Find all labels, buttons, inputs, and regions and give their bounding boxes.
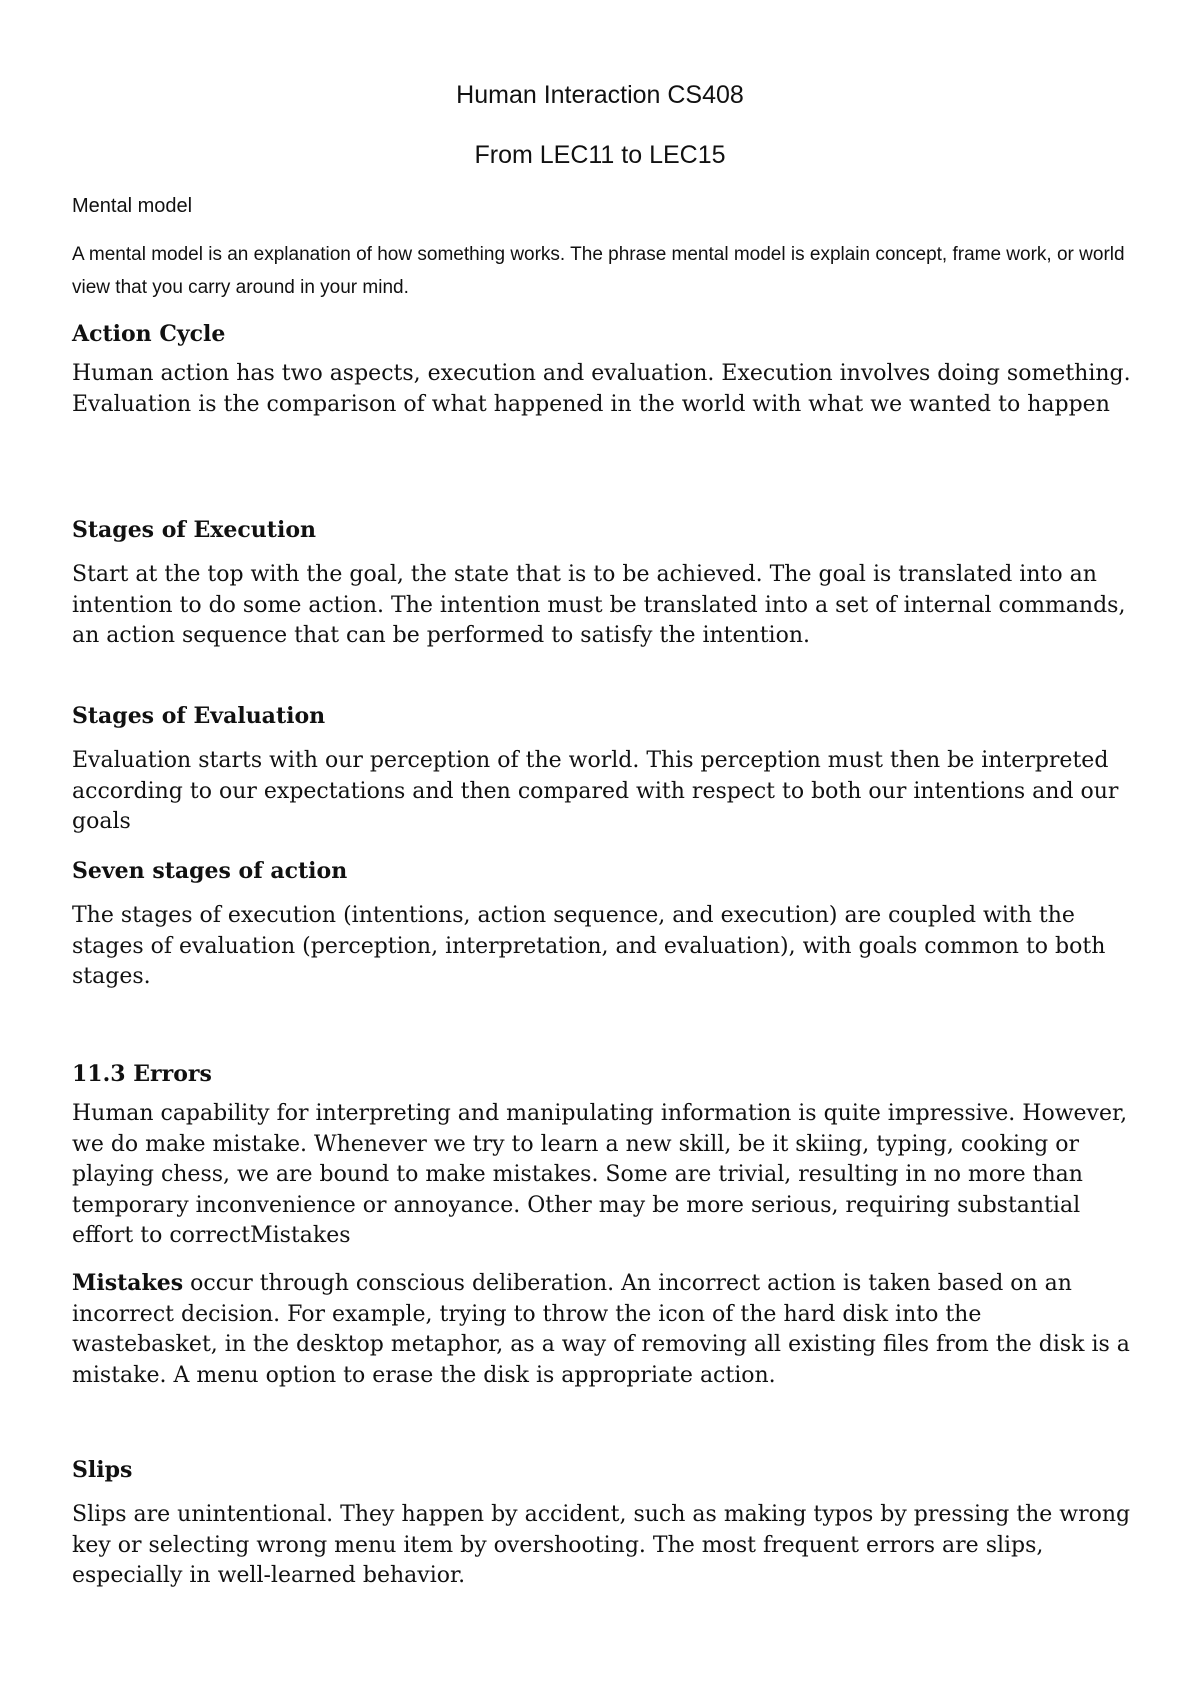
heading-seven-stages-of-action: Seven stages of action [72, 858, 348, 884]
mistakes-body-text: occur through conscious deliberation. An incorrect action is taken based on an incorrect decision. For example, trying to throw the icon of the hard disk into the wastebasket, in the desktop metaphor, as a way of removing all existing files from the disk is a mistake. A menu option to erase the disk is appropriate action. [72, 1271, 1130, 1388]
heading-errors: 11.3 Errors [72, 1061, 212, 1087]
paragraph-mistakes [72, 1268, 1132, 1391]
paragraph-errors: Human capability for interpreting and manipulating information is quite impressive. However, we do make mistake. Whenever we try to learn a new skill, be it skiing, typing, cooking or playing chess, we are bound to make mistakes. Some are trivial, resulting in no more than temporary inconvenience or annoyance. Other may be more serious, requiring substantial effort to correctMistakes [72, 1101, 1128, 1249]
mistakes-lead-term: Mistakes [72, 1270, 184, 1296]
heading-action-cycle: Action Cycle [72, 321, 226, 347]
paragraph-stages-of-execution: Start at the top with the goal, the state that is to be achieved. The goal is translated into an intention to do some action. The intention must be translated into a set of internal commands, an action sequence that can be performed to satisfy the intention. [72, 562, 1126, 649]
heading-mental-model: Mental model [72, 195, 193, 217]
heading-slips: Slips [72, 1457, 133, 1483]
heading-stages-of-evaluation: Stages of Evaluation [72, 703, 326, 729]
document-title: Human Interaction CS408 [456, 81, 744, 109]
paragraph-stages-of-evaluation: Evaluation starts with our perception of the world. This perception must then be interpreted according to our expectations and then compared with respect to both our intentions and our goals [72, 748, 1119, 835]
paragraph-seven-stages-of-action: The stages of execution (intentions, action sequence, and execution) are coupled with the stages of evaluation (perception, interpretation, and evaluation), with goals common to both stages. [72, 903, 1106, 990]
paragraph-action-cycle: Human action has two aspects, execution and evaluation. Execution involves doing something. Evaluation is the comparison of what happened in the world with what we wanted to happen [72, 361, 1131, 417]
document-subtitle: From LEC11 to LEC15 [474, 141, 726, 169]
heading-stages-of-execution: Stages of Execution [72, 517, 316, 543]
paragraph-slips: Slips are unintentional. They happen by accident, such as making typos by pressing the wrong key or selecting wrong menu item by overshooting. The most frequent errors are slips, especially in well-learned behavior. [72, 1502, 1131, 1589]
paragraph-mental-model: A mental model is an explanation of how something works. The phrase mental model is explain concept, frame work, or world view that you carry around in your mind. [72, 244, 1125, 298]
